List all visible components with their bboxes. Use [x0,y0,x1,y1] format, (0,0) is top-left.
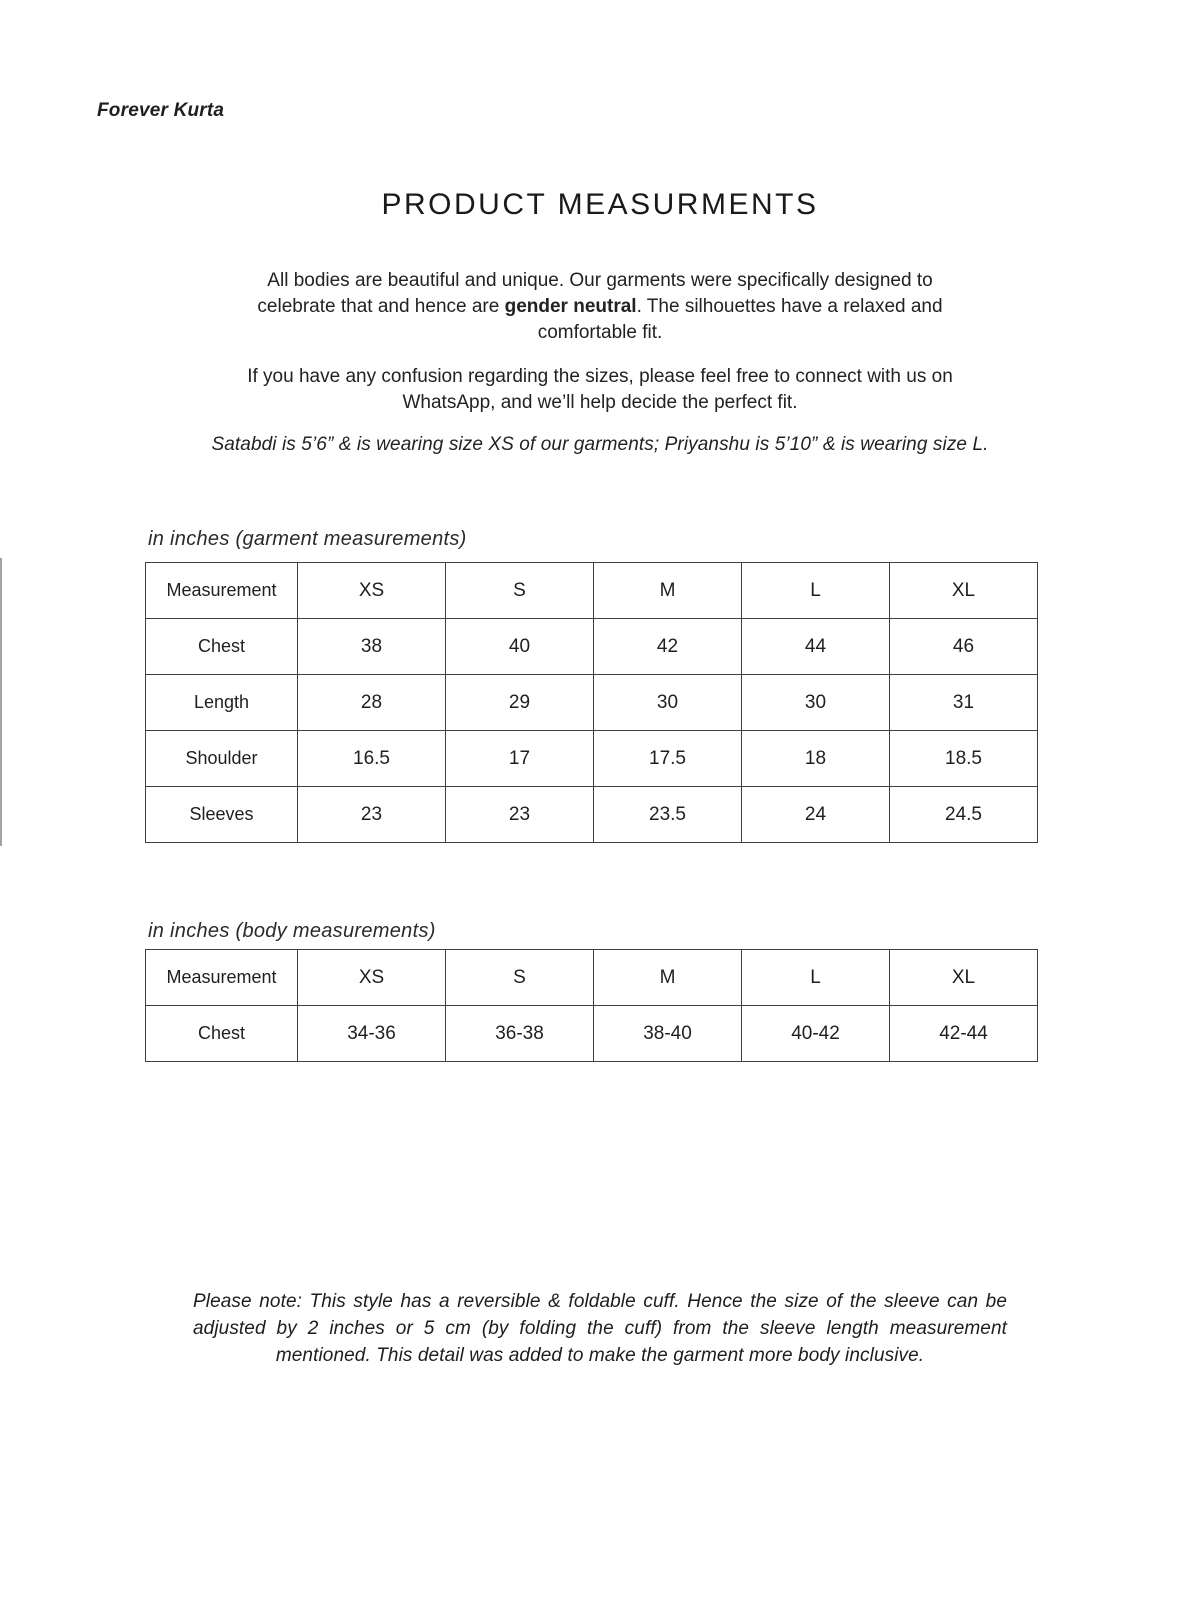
cell-value: 17 [446,731,594,787]
table-row-chest [146,1006,1038,1062]
header-s: S [446,563,594,619]
cell-value: 28 [298,675,446,731]
header-xl: XL [890,563,1038,619]
header-l: L [742,950,890,1006]
cell-value: 23 [298,787,446,843]
page-title: PRODUCT MEASURMENTS [381,188,819,221]
cell-value: 42-44 [890,1006,1038,1062]
cell-value: 42 [594,619,742,675]
table-header-row [146,563,1038,619]
header-xs: XS [298,950,446,1006]
model-sizing-note: Satabdi is 5’6” & is wearing size XS of our garments; Priyanshu is 5’10” & is wearing size L. [211,434,989,455]
cell-value: 18.5 [890,731,1038,787]
header-m: M [594,950,742,1006]
cell-value: 17.5 [594,731,742,787]
cell-value: 38 [298,619,446,675]
table-row-sleeves [146,787,1038,843]
intro-paragraph-text-end: . The silhouettes have a relaxed and comfortable fit. [537,296,943,343]
table-row-length [146,675,1038,731]
body-table-caption: in inches (body measurements) [148,920,436,942]
row-label: Shoulder [146,731,298,787]
brand-label: Forever Kurta [97,100,225,121]
garment-table-caption: in inches (garment measurements) [148,528,467,550]
cell-value: 34-36 [298,1006,446,1062]
cell-value: 40-42 [742,1006,890,1062]
table-header-row [146,950,1038,1006]
header-measurement: Measurement [146,563,298,619]
header-xl: XL [890,950,1038,1006]
cell-value: 24.5 [890,787,1038,843]
row-label: Length [146,675,298,731]
cell-value: 23 [446,787,594,843]
cuff-adjustment-note: Please note: This style has a reversible & foldable cuff. Hence the size of the sleeve can be adjusted by 2 inches or 5 cm (by folding the cuff) from the sleeve length measurement mentioned. This detail was added to make the garment more body inclusive. [193,1291,1007,1366]
cell-value: 29 [446,675,594,731]
row-label: Chest [146,619,298,675]
header-m: M [594,563,742,619]
header-measurement: Measurement [146,950,298,1006]
garment-measurements-table [145,562,1038,843]
intro-paragraph [238,268,962,346]
page-edge-scan-artifact [0,558,2,846]
row-label: Chest [146,1006,298,1062]
cell-value: 31 [890,675,1038,731]
table-row-shoulder [146,731,1038,787]
gender-neutral-emphasis: gender neutral [504,296,637,317]
cell-value: 24 [742,787,890,843]
cell-value: 38-40 [594,1006,742,1062]
cell-value: 18 [742,731,890,787]
cell-value: 30 [594,675,742,731]
cell-value: 30 [742,675,890,731]
cell-value: 44 [742,619,890,675]
header-s: S [446,950,594,1006]
body-measurements-table [145,949,1038,1062]
cell-value: 23.5 [594,787,742,843]
table-row-chest [146,619,1038,675]
header-l: L [742,563,890,619]
row-label: Sleeves [146,787,298,843]
header-xs: XS [298,563,446,619]
cell-value: 46 [890,619,1038,675]
cell-value: 40 [446,619,594,675]
cell-value: 16.5 [298,731,446,787]
sizing-help-paragraph: If you have any confusion regarding the sizes, please feel free to connect with us on WhatsApp, and we’ll help decide the perfect fit. [247,366,953,413]
intro-paragraph-text: All bodies are beautiful and unique. Our garments were specifically designed to celebrate that and hence are [257,270,933,317]
cell-value: 36-38 [446,1006,594,1062]
